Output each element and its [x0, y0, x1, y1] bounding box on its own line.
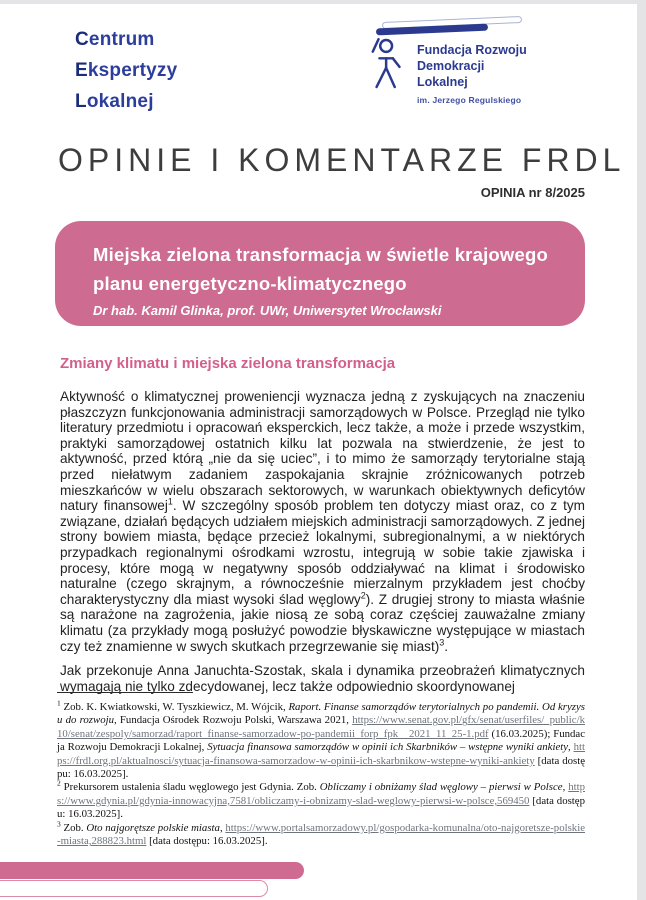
cel-initial: L: [75, 91, 87, 112]
body-paragraph: [60, 389, 585, 654]
cel-rest: entrum: [88, 29, 155, 50]
cel-logo: [75, 24, 177, 117]
text-run: [data dostępu: 16.03.2025].: [57, 794, 585, 821]
masthead-title: OPINIE I KOMENTARZE FRDL: [58, 142, 626, 178]
footnote-marker: 1: [167, 496, 173, 507]
footnote-work-title: Raport. Finanse samorządów terytorialnych po pandemii. Od kryzysu do rozwoju: [57, 701, 585, 727]
text-run: Prekursorem ustalenia śladu węglowego jest Gdynia. Zob.: [63, 781, 320, 794]
footnote-link[interactable]: https://www.portalsamorzadowy.pl/gospodarka-komunalna/oto-najgoretsze-polskie-miasta,288823.html: [57, 821, 585, 848]
bottom-decoration-solid-bar: [0, 862, 304, 879]
footnote: [57, 778, 585, 821]
cel-rest: okalnej: [86, 91, 154, 112]
text-run: ). Z drugiej strony to miasta właśnie są narażone na zagrożenia, jakie niosą ze sobą coraz częściej zauważalne zmiany klimatu (za przykłady mogą posłużyć powodzie błyskawiczne występujące w miastach czy też znamienne w swych skutkach przegrzewanie się miast): [60, 591, 585, 654]
cel-logo-line: [75, 55, 177, 86]
footnote-link[interactable]: https://frdl.org.pl/aktualnosci/sytuacja-finansowa-samorzadow-w-opinii-ich-skarbnikow-wstepne-wyniki-ankiety: [57, 741, 585, 767]
text-run: ,: [562, 781, 569, 794]
frdl-name-line1: Fundacja Rozwoju: [417, 43, 527, 57]
text-run: ,: [219, 821, 226, 834]
frdl-logo: [368, 18, 538, 105]
text-run: [data dostępu: 16.03.2025].: [146, 835, 268, 848]
footnote-number: 2: [57, 778, 61, 788]
cel-logo-line: [75, 24, 177, 55]
article-body: [60, 389, 585, 703]
cel-initial: C: [75, 29, 89, 50]
article-title: Miejska zielona transformacja w świetle krajowego planu energetyczno-klimatycznego: [93, 244, 548, 294]
footnote-work-title: Oto najgorętsze polskie miasta: [86, 821, 220, 834]
text-run: Zob.: [63, 821, 87, 834]
body-paragraph: [60, 663, 585, 694]
bottom-decoration-outline-bar: [0, 880, 268, 897]
footnote-marker: 3: [439, 636, 445, 647]
text-run: [data dostępu: 16.03.2025].: [57, 754, 585, 781]
text-run: Aktywność o klimatycznej proweniencji wyznacza jedną z zyskujących na znaczeniu płaszczyzn funkcjonowania administracji samorządowych w Polsce. Przegląd nie tylko literatury przedmiotu i opracowań eksperckich, lecz także, a może i przede wszystkim, praktyki samorządowej ostatnich kilku lat pozwala na stwierdzenie, że jest to aktywność, przed którą „nie da się uciec”, i to mimo że samorządy terytorialne stają przed niełatwym zadaniem zaspokajania skrajnie zróżnicowanych potrzeb mieszkańców w wielu obszarach sektorowych, w warunkach obiektywnych deficytów natury finansowej: [60, 389, 585, 514]
text-run: Zob. K. Kwiatkowski, W. Tyszkiewicz, M. Wójcik,: [63, 701, 289, 713]
text-run: .: [444, 638, 449, 654]
cel-initial: E: [75, 60, 88, 81]
footnote-number: 1: [57, 698, 61, 708]
footnote: [57, 819, 585, 849]
cel-logo-line: [75, 86, 177, 117]
frdl-logo-bars: [368, 18, 538, 35]
footnotes: [57, 698, 585, 848]
article-title-banner: [55, 221, 585, 326]
text-run: ,: [568, 741, 574, 754]
footnote: [57, 698, 585, 781]
text-run: Jak przekonuje Anna Januchta-Szostak, skala i dynamika przeobrażeń klimatycznych wymagają nie tylko zdecydowanej, lecz także odpowiednio skoordynowanej: [60, 663, 585, 694]
footnote-marker: 2: [360, 590, 366, 601]
issue-number: OPINIA nr 8/2025: [480, 185, 585, 200]
footnote-separator: [57, 692, 193, 693]
text-run: . W szczególny sposób problem ten dotyczy miast oraz, co z tym związane, działań będących udziałem miejskich administracji samorządowych. Z jednej strony bowiem miasta, będące przecież lokalnymi, subregionalnymi, a w niektórych przypadkach regionalnymi ośrodkami wzrostu, integrują w sobie takie zjawiska i procesy, które mogą w negatywny sposób oddziaływać na klimat i środowisko naturalne (czego skrajnym, a równocześnie mierzalnym przykładem jest choćby charakterystyczny dla miast wysoki ślad węglowy: [60, 498, 585, 607]
cel-rest: kspertyzy: [87, 60, 178, 81]
footnote-work-title: Obliczamy i obniżamy ślad węglowy – pierwsi w Polsce: [319, 781, 563, 794]
text-run: (16.03.2025); Fundacja Rozwoju Demokracji Lokalnej,: [57, 727, 585, 754]
text-run: , Fundacja Ośrodek Rozwoju Polski, Warszawa 2021,: [114, 714, 353, 727]
footnote-link[interactable]: https://www.senat.gov.pl/gfx/senat/userfiles/_public/k10/senat/zespoly/samorzad/raport_finanse-samorzadow-po-pandemii_forp_fpk__2021_11_25-1.pdf: [57, 714, 585, 740]
footnote-link[interactable]: https://www.gdynia.pl/gdynia-innowacyjna,7581/obliczamy-i-obnizamy-slad-weglowy-pierwsi-w-polsce,569450: [57, 781, 585, 807]
frdl-subtitle: im. Jerzego Regulskiego: [417, 95, 522, 105]
footnote-number: 3: [57, 819, 61, 829]
document-page: [0, 4, 637, 900]
frdl-name-line2: Demokracji Lokalnej: [417, 59, 485, 89]
footnote-work-title: Sytuacja finansowa samorządów w opinii ich Skarbników – wstępne wyniki ankiety: [207, 741, 569, 754]
frdl-figure-icon: [368, 35, 410, 95]
article-author: Dr hab. Kamil Glinka, prof. UWr, Uniwersytet Wrocławski: [93, 303, 442, 318]
section-heading: Zmiany klimatu i miejska zielona transformacja: [60, 355, 396, 372]
